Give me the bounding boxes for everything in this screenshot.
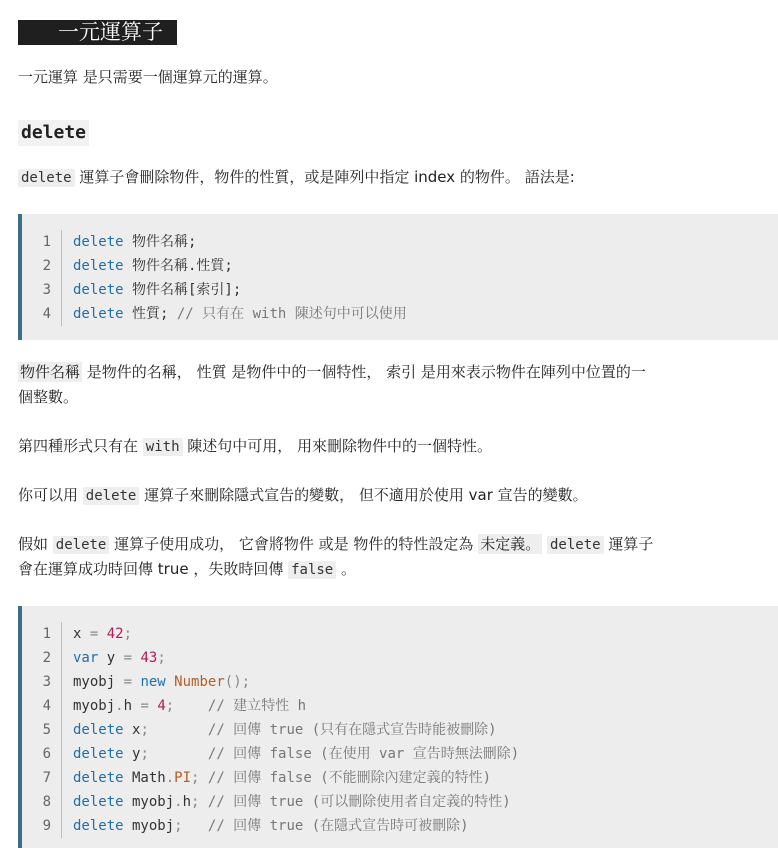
syntax-code-block: [18, 214, 778, 340]
section-title: 一元運算子: [18, 20, 177, 45]
code-comment: // 回傳 true (只有在隱式宣告時能被刪除): [207, 722, 497, 738]
code-keyword: delete: [73, 258, 124, 274]
code-punct: ;: [191, 794, 200, 810]
code-identifier: myobj: [73, 698, 116, 714]
code-keyword: delete: [73, 770, 124, 786]
term-undefined: 未定義。: [480, 535, 541, 553]
code-keyword: delete: [73, 306, 124, 322]
code-space: [199, 794, 207, 810]
code-line: [22, 302, 778, 326]
text: 陳述句中可用， 用來刪除物件中的一個特性。: [182, 437, 493, 455]
code-operator: =: [115, 650, 141, 666]
with-paragraph: [18, 434, 492, 460]
explain-text: 是物件中的一個特性，: [226, 363, 387, 381]
line-number: 2: [22, 646, 62, 670]
code-property: PI: [174, 770, 192, 786]
text: 運算子使用成功， 它會將物件 或是 物件的特性設定為: [109, 535, 479, 553]
code-punct: ;: [157, 650, 166, 666]
success-paragraph-line2: [18, 557, 356, 583]
code-number: 42: [106, 626, 124, 642]
code-keyword: delete: [73, 818, 124, 834]
code-punct: ;: [165, 698, 175, 714]
line-number: 2: [22, 254, 62, 278]
inline-code: with: [143, 438, 183, 456]
line-number: 3: [22, 278, 62, 302]
code-keyword: delete: [73, 282, 124, 298]
line-number: 6: [22, 742, 62, 766]
line-number: 9: [22, 814, 62, 838]
code-identifier: y: [98, 650, 116, 666]
heading-delete: delete: [18, 120, 89, 146]
text: 你可以用: [18, 486, 83, 504]
code-class: Number: [165, 674, 225, 690]
code-line: [22, 646, 778, 670]
line-number: 7: [22, 766, 62, 790]
code-line: [22, 766, 778, 790]
text: 運算子來刪除隱式宣告的變數， 但不適用於使用 var 宣告的變數。: [139, 486, 588, 504]
code-identifier: Math: [123, 770, 166, 786]
code-text: 性質;: [123, 306, 169, 322]
code-punct: ;: [123, 626, 133, 642]
code-space: [183, 818, 208, 834]
code-text: 物件名稱;: [123, 234, 197, 250]
code-keyword: new: [140, 674, 166, 690]
explain-paragraph-line1: [18, 360, 646, 385]
code-space: [199, 770, 207, 786]
line-number: 1: [22, 230, 62, 254]
delete-description: [18, 165, 575, 191]
code-identifier: myobj: [73, 674, 116, 690]
code-text: 物件名稱.性質;: [123, 258, 233, 274]
code-comment: // 回傳 false (在使用 var 宣告時無法刪除): [207, 746, 520, 762]
code-keyword: delete: [73, 722, 124, 738]
code-identifier: myobj: [123, 794, 175, 810]
line-number: 1: [22, 622, 62, 646]
line-number: 4: [22, 302, 62, 326]
inline-code: delete: [547, 536, 604, 554]
text: 運算子: [603, 535, 654, 553]
code-line: [22, 254, 778, 278]
term-index: 索引: [386, 363, 417, 381]
code-punct: .: [174, 794, 183, 810]
code-line: [22, 278, 778, 302]
term-property: 性質: [196, 363, 227, 381]
example-code-block: [18, 606, 778, 848]
code-identifier: h: [182, 794, 192, 810]
code-line: [22, 742, 778, 766]
code-line: [22, 790, 778, 814]
inline-code: delete: [18, 169, 75, 187]
code-identifier: x: [123, 722, 141, 738]
explain-text: 是用來表示物件在陣列中位置的一: [416, 363, 646, 381]
intro-paragraph: 一元運算 是只需要一個運算元的運算。: [18, 68, 278, 86]
code-comment: // 回傳 true (在隱式宣告時可被刪除): [207, 818, 469, 834]
code-space: [174, 698, 208, 714]
line-number: 8: [22, 790, 62, 814]
code-operator: =: [115, 674, 141, 690]
code-operator: =: [132, 698, 158, 714]
code-keyword: delete: [73, 234, 124, 250]
code-line: [22, 694, 778, 718]
success-paragraph-line1: [18, 532, 653, 558]
line-number: 5: [22, 718, 62, 742]
code-line: [22, 814, 778, 838]
code-punct: ();: [224, 674, 251, 690]
code-number: 4: [157, 698, 166, 714]
code-punct: ;: [140, 722, 149, 738]
code-number: 43: [140, 650, 158, 666]
code-identifier: x: [73, 626, 82, 642]
code-keyword: delete: [73, 794, 124, 810]
code-comment: // 回傳 true (可以刪除使用者自定義的特性): [207, 794, 511, 810]
code-punct: .: [115, 698, 124, 714]
code-keyword: var: [73, 650, 99, 666]
explain-paragraph-line2: 個整數。: [18, 388, 79, 406]
text: 。: [336, 560, 357, 578]
explain-text: 是物件的名稱，: [82, 363, 197, 381]
code-line: [22, 230, 778, 254]
code-keyword: delete: [73, 746, 124, 762]
code-text: 物件名稱[索引];: [123, 282, 242, 298]
code-space: [149, 722, 208, 738]
inline-code: delete: [83, 487, 140, 505]
code-identifier: myobj: [123, 818, 175, 834]
description-text: 運算子會刪除物件，物件的性質，或是陣列中指定 index 的物件。 語法是:: [74, 168, 575, 186]
line-number: 3: [22, 670, 62, 694]
inline-code: false: [288, 561, 336, 579]
code-identifier: h: [123, 698, 133, 714]
inline-code: delete: [53, 536, 110, 554]
code-operator: =: [81, 626, 107, 642]
code-comment: // 只有在 with 陳述句中可以使用: [168, 306, 407, 322]
code-space: [149, 746, 208, 762]
code-comment: // 回傳 false (不能刪除內建定義的特性): [207, 770, 492, 786]
code-punct: .: [165, 770, 175, 786]
code-line: [22, 718, 778, 742]
text: 會在運算成功時回傳 true ，失敗時回傳: [18, 560, 289, 578]
text: 第四種形式只有在: [18, 437, 143, 455]
code-line: [22, 670, 778, 694]
term-object-name: 物件名稱: [20, 363, 81, 381]
line-number: 4: [22, 694, 62, 718]
text: 假如: [18, 535, 53, 553]
code-punct: ;: [174, 818, 183, 834]
code-identifier: y: [123, 746, 141, 762]
code-punct: ;: [191, 770, 200, 786]
code-comment: // 建立特性 h: [207, 698, 307, 714]
implicit-paragraph: [18, 483, 588, 509]
code-line: [22, 622, 778, 646]
code-punct: ;: [140, 746, 149, 762]
